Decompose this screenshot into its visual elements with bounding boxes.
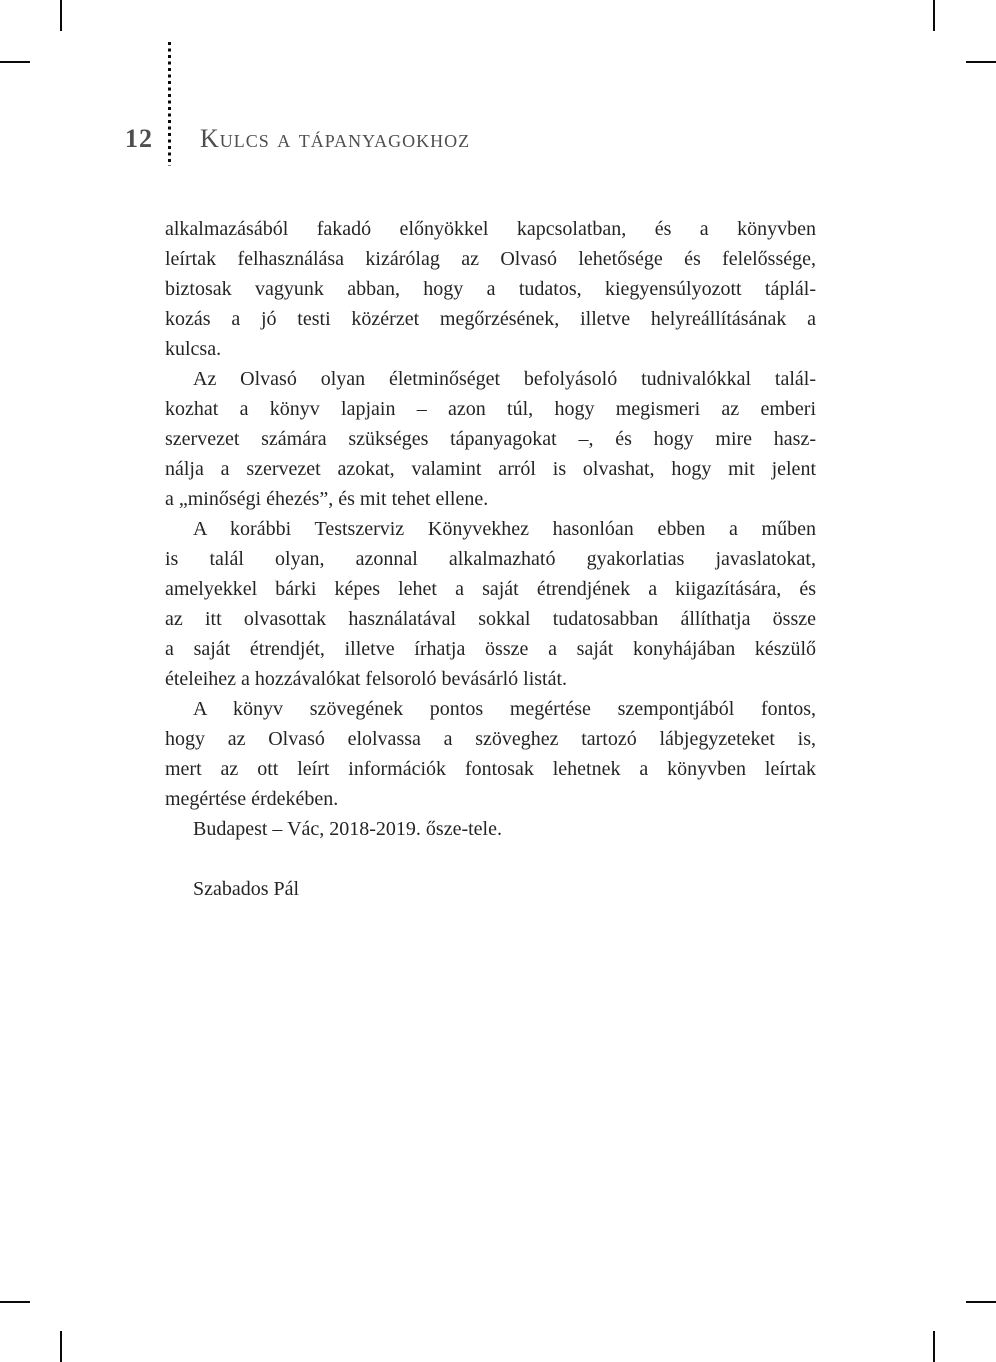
- text-line: megértése érdekében.: [165, 788, 339, 810]
- crop-mark-bottom-right-vertical: [933, 1331, 935, 1362]
- header-dotted-divider: [168, 42, 171, 166]
- text-line: amelyekkel bárki képes lehet a saját étrendjének a kiigazítására, és: [165, 578, 816, 600]
- text-line: nálja a szervezet azokat, valamint arról is olvashat, hogy mit jelent: [165, 458, 816, 480]
- text-line: kozhat a könyv lapjain – azon túl, hogy megismeri az emberi: [165, 398, 816, 420]
- page-number: 12: [125, 124, 153, 153]
- text-line: is talál olyan, azonnal alkalmazható gyakorlatias javaslatokat,: [165, 548, 816, 570]
- paragraph: [165, 514, 816, 694]
- crop-mark-top-left-horizontal: [0, 61, 30, 63]
- text-line: ételeihez a hozzávalókat felsoroló bevásárló listát.: [165, 668, 568, 690]
- paragraph: [165, 364, 816, 514]
- text-line: A könyv szövegének pontos megértése szempontjából fontos,: [193, 698, 816, 720]
- text-line: kozás a jó testi közérzet megőrzésének, illetve helyreállításának a: [165, 308, 816, 330]
- text-line: mert az ott leírt információk fontosak lehetnek a könyvben leírtak: [165, 758, 816, 780]
- crop-mark-bottom-left-horizontal: [0, 1301, 30, 1303]
- paragraph: [165, 214, 816, 364]
- text-line: alkalmazásából fakadó előnyökkel kapcsolatban, és a könyvben: [165, 218, 816, 240]
- text-line: szervezet számára szükséges tápanyagokat –, és hogy mire hasz-: [165, 428, 816, 450]
- crop-mark-top-left-vertical: [60, 0, 62, 31]
- text-line: biztosak vagyunk abban, hogy a tudatos, kiegyensúlyozott táplál-: [165, 278, 816, 300]
- text-line: Az Olvasó olyan életminőséget befolyásoló tudnivalókkal talál-: [193, 368, 816, 390]
- crop-mark-bottom-left-vertical: [60, 1331, 62, 1362]
- text-line: a „minőségi éhezés”, és mit tehet ellene.: [165, 488, 489, 510]
- text-line: az itt olvasottak használatával sokkal tudatosabban állíthatja össze: [165, 608, 816, 630]
- text-line: kulcsa.: [165, 338, 222, 360]
- text-line: hogy az Olvasó elolvassa a szöveghez tartozó lábjegyzeteket is,: [165, 728, 816, 750]
- body-text-block: [165, 214, 816, 904]
- paragraphs-container: [165, 214, 816, 844]
- text-line: Budapest – Vác, 2018-2019. ősze-tele.: [193, 818, 502, 840]
- text-line: A korábbi Testszerviz Könyvekhez hasonlóan ebben a műben: [193, 518, 816, 540]
- paragraph: [165, 694, 816, 814]
- paragraph: [165, 814, 816, 844]
- text-line: a saját étrendjét, illetve írhatja össze a saját konyhájában készülő: [165, 638, 816, 660]
- crop-mark-top-right-vertical: [933, 0, 935, 31]
- crop-mark-top-right-horizontal: [966, 61, 996, 63]
- running-header-title: Kulcs a tápanyagokhoz: [200, 124, 471, 153]
- text-line: leírtak felhasználása kizárólag az Olvasó lehetősége és felelőssége,: [165, 248, 816, 270]
- crop-mark-bottom-right-horizontal: [966, 1301, 996, 1303]
- signature: Szabados Pál: [193, 878, 300, 900]
